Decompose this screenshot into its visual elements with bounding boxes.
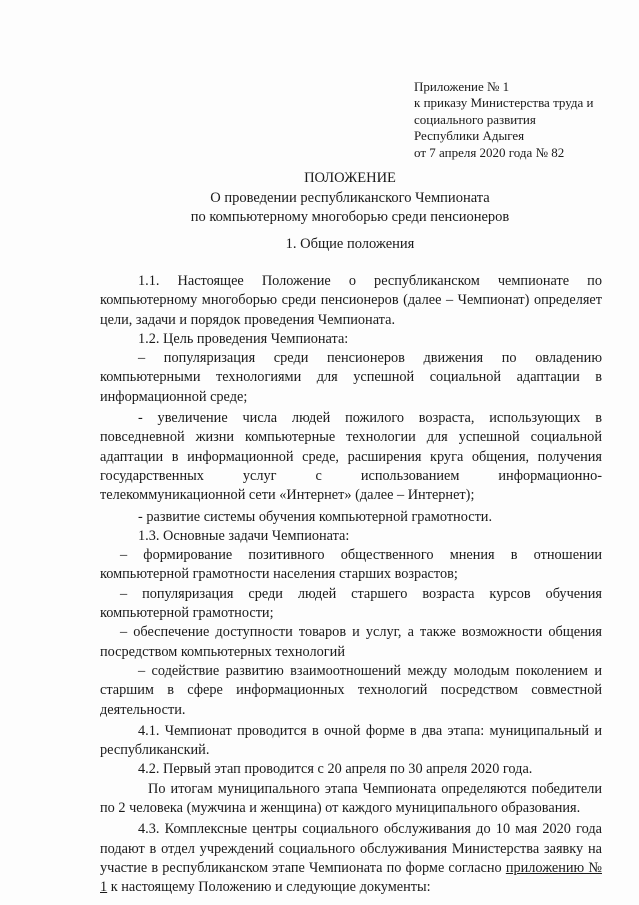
paragraph-4-2: 4.2. Первый этап проводится с 20 апреля по 30 апреля 2020 года. — [138, 761, 533, 778]
document-body — [100, 272, 602, 898]
paragraph-1-2b: - увеличение числа людей пожилого возраста, использующих в повседневной жизни компьютерные технологии для успешной социальной адаптации в информационной среде, расширения круга общения, получения государственных услуг с использованием информационно-телекоммуникационной сети «Интернет» (далее – Интернет); — [100, 410, 602, 504]
annex-line-5: от 7 апреля 2020 года № 82 — [414, 144, 565, 160]
annex-line-1: Приложение № 1 — [414, 79, 510, 94]
annex-line-4: Республики Адыгея — [414, 128, 525, 144]
annex-link[interactable]: приложению № 1 — [100, 859, 602, 896]
paragraph-1-3: 1.3. Основные задачи Чемпионата: — [138, 527, 350, 544]
document-title — [100, 169, 600, 228]
paragraph-1-2a: – популяризация среди пенсионеров движения по овладению компьютерными технологиями для успешной социальной адаптации в информационной среде; — [100, 350, 602, 405]
paragraph-1-3c: – обеспечение доступности товаров и услуг, а также возможности общения посредством компьютерных технологий — [100, 624, 602, 660]
title-line-2: О проведении республиканского Чемпионата — [210, 189, 490, 206]
title-line-3: по компьютерному многоборью среди пенсионеров — [190, 209, 510, 225]
paragraph-4-3 — [100, 820, 602, 897]
paragraph-4-1: 4.1. Чемпионат проводится в очной форме в два этапа: муниципальный и республиканский. — [100, 722, 602, 759]
section-heading: 1. Общие положения — [285, 236, 415, 252]
paragraph-1-2: 1.2. Цель проведения Чемпионата: — [138, 330, 349, 347]
title-line-1: ПОЛОЖЕНИЕ — [304, 170, 396, 186]
paragraph-1-3d: – содействие развитию взаимоотношений между молодым поколением и старшим в сфере информационных технологий посредством совместной деятельности. — [100, 662, 602, 718]
paragraph-1-3a: – формирование позитивного общественного мнения в отношении компьютерной грамотности населения старших возрастов; — [100, 547, 602, 583]
paragraph-4-3-end: к настоящему Положению и следующие документы: — [107, 879, 431, 896]
annex-line-2: к приказу Министерства труда и — [414, 95, 594, 111]
annex-line-3: социального развития — [414, 111, 536, 127]
paragraph-4-2b: По итогам муниципального этапа Чемпионата определяются победители по 2 человека (мужчина и женщина) от каждого муниципального образования. — [100, 780, 602, 817]
annex-header — [414, 79, 614, 161]
paragraph-1-3b: – популяризация среди людей старшего возраста курсов обучения компьютерной грамотности; — [100, 585, 602, 622]
paragraph-4-3-start: 4.3. Комплексные центры социального обслуживания до 10 мая 2020 года подают в отдел учреждений социального обслуживания Министерства заявку на участие в республиканском этапе Чемпионата по форме согласно — [100, 821, 602, 876]
paragraph-1-2c: - развитие системы обучения компьютерной грамотности. — [138, 508, 493, 525]
paragraph-1-1: 1.1. Настоящее Положение о республиканском чемпионате по компьютерному многоборью среди пенсионеров (далее – Чемпионат) определяет цели, задачи и порядок проведения Чемпионата. — [100, 273, 602, 328]
